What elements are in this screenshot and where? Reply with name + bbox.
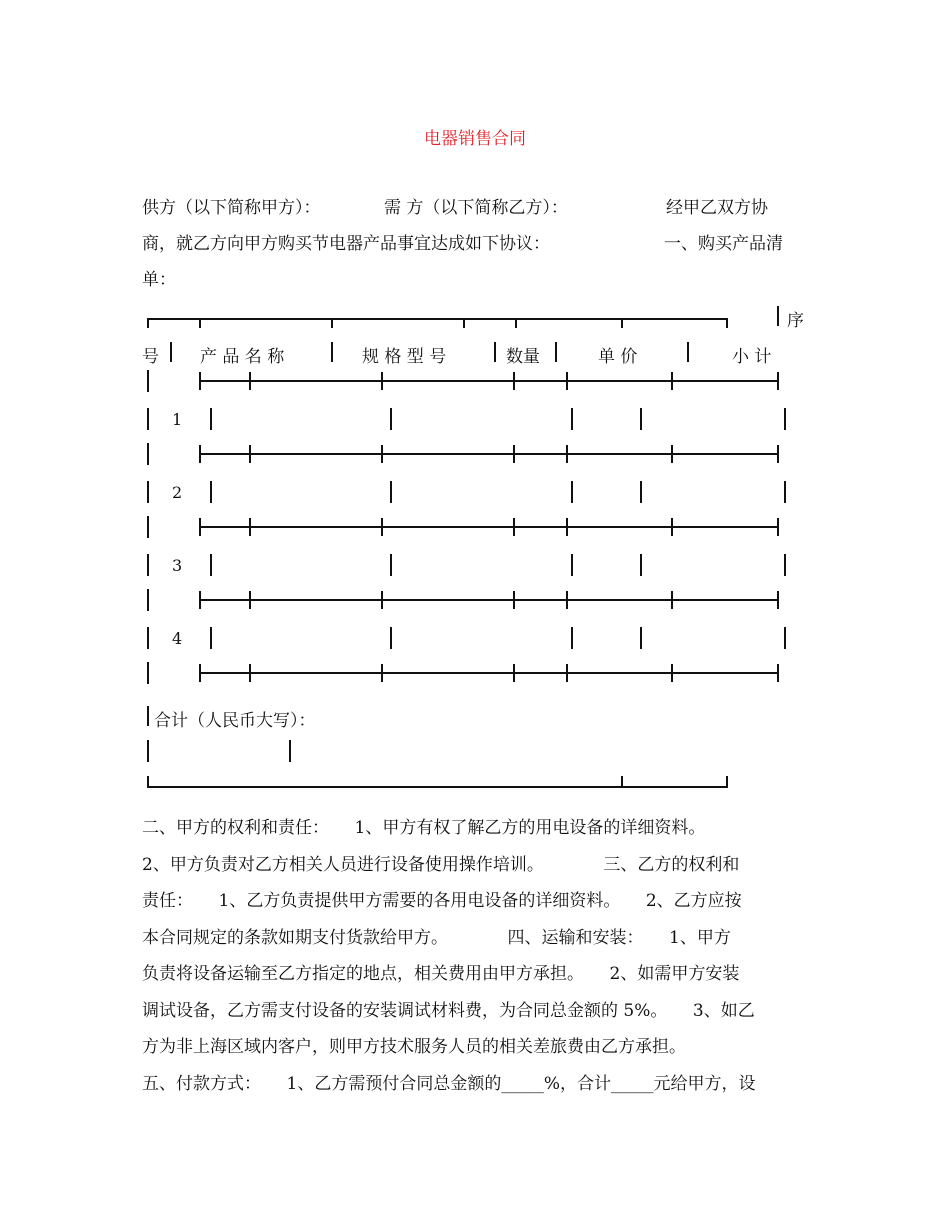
row-left-border xyxy=(147,516,149,538)
row-separator xyxy=(199,380,777,382)
tick xyxy=(199,445,201,463)
divider xyxy=(331,342,333,362)
row-left-border xyxy=(147,481,149,503)
cell-divider xyxy=(210,627,212,649)
tick xyxy=(147,318,149,328)
body-line: 负责将设备运输至乙方指定的地点，相关费用由甲方承担。 2、如需甲方安装 xyxy=(142,964,740,984)
tick xyxy=(777,306,779,326)
tick xyxy=(671,445,673,463)
cell-divider xyxy=(640,554,642,576)
tick xyxy=(199,518,201,536)
tick xyxy=(199,591,201,609)
tick xyxy=(566,445,568,463)
tick xyxy=(463,318,465,328)
supplier-label: 供方（以下简称甲方）： xyxy=(142,198,321,218)
tick xyxy=(566,518,568,536)
header-xu: 序 xyxy=(787,311,804,331)
body-line: 本合同规定的条款如期支付货款给甲方。 四、运输和安装： 1、甲方 xyxy=(142,927,731,948)
header-spec: 规 格 型 号 xyxy=(362,347,447,367)
tick xyxy=(777,445,779,463)
tick xyxy=(513,445,515,463)
row-left-border xyxy=(147,589,149,611)
tick xyxy=(726,318,728,328)
divider xyxy=(289,740,291,762)
cell-divider xyxy=(571,627,573,649)
row-separator xyxy=(199,672,777,674)
section-1-heading: 一、购买产品清 xyxy=(664,234,783,254)
tick xyxy=(147,776,149,788)
row-number: 4 xyxy=(172,629,183,648)
cell-divider xyxy=(210,408,212,430)
divider xyxy=(555,342,557,362)
tick xyxy=(671,664,673,682)
cell-divider xyxy=(210,481,212,503)
tick xyxy=(381,518,383,536)
tick xyxy=(777,591,779,609)
cell-divider xyxy=(390,408,392,430)
cell-divider xyxy=(784,554,786,576)
tick xyxy=(249,518,251,536)
cell-divider xyxy=(390,627,392,649)
divider xyxy=(147,740,149,762)
tick xyxy=(513,591,515,609)
cell-divider xyxy=(210,554,212,576)
row-left-border xyxy=(147,408,149,430)
body-line: 方为非上海区域内客户，则甲方技术服务人员的相关差旅费由乙方承担。 xyxy=(142,1037,686,1057)
tick xyxy=(777,664,779,682)
row-left-border xyxy=(147,627,149,649)
cell-divider xyxy=(784,481,786,503)
header-product-name: 产 品 名 称 xyxy=(200,347,285,367)
tick xyxy=(513,372,515,390)
cell-divider xyxy=(640,627,642,649)
cell-divider xyxy=(784,627,786,649)
tick xyxy=(566,664,568,682)
cell-divider xyxy=(390,554,392,576)
body-line: 责任： 1、乙方负责提供甲方需要的各用电设备的详细资料。 2、乙方应按 xyxy=(142,891,742,911)
cell-divider xyxy=(640,408,642,430)
intro-text-2: 商，就乙方向甲方购买节电器产品事宜达成如下协议： xyxy=(142,234,550,254)
row-number: 1 xyxy=(172,410,183,429)
tick xyxy=(381,664,383,682)
cell-divider xyxy=(571,554,573,576)
header-subtotal: 小 计 xyxy=(732,347,772,367)
row-separator xyxy=(199,599,777,601)
tick xyxy=(671,518,673,536)
tick xyxy=(249,445,251,463)
tick xyxy=(777,518,779,536)
row-left-border xyxy=(147,662,149,684)
table-top-border xyxy=(147,318,727,320)
tick xyxy=(381,372,383,390)
tick xyxy=(381,591,383,609)
tick xyxy=(249,372,251,390)
divider xyxy=(687,342,689,362)
tick xyxy=(331,318,333,328)
tick xyxy=(199,664,201,682)
tick xyxy=(566,591,568,609)
page-title: 电器销售合同 xyxy=(424,129,526,149)
tick xyxy=(513,518,515,536)
tick xyxy=(621,776,623,788)
buyer-label: 需 方（以下简称乙方）： xyxy=(384,198,568,218)
divider xyxy=(494,342,496,362)
tick xyxy=(566,372,568,390)
body-line: 五、付款方式： 1、乙方需预付合同总金额的_____%，合计_____元给甲方，设 xyxy=(142,1073,756,1094)
body-line: 二、甲方的权利和责任： 1、甲方有权了解乙方的用电设备的详细资料。 xyxy=(142,818,706,838)
tick xyxy=(777,372,779,390)
cell-divider xyxy=(784,408,786,430)
row-separator xyxy=(199,526,777,528)
tick xyxy=(515,318,517,328)
cell-divider xyxy=(640,481,642,503)
tick xyxy=(513,664,515,682)
row-left-border xyxy=(147,370,149,392)
row-left-border xyxy=(147,443,149,465)
row-number: 3 xyxy=(172,556,183,575)
table-bottom-border xyxy=(147,786,727,788)
tick xyxy=(199,372,201,390)
tick xyxy=(381,445,383,463)
body-line: 2、甲方负责对乙方相关人员进行设备使用操作培训。 三、乙方的权利和 xyxy=(142,854,740,875)
header-qty: 数量 xyxy=(506,347,540,367)
header-price: 单 价 xyxy=(598,347,638,367)
row-number: 2 xyxy=(172,483,183,502)
cell-divider xyxy=(571,481,573,503)
tick xyxy=(621,318,623,328)
tick xyxy=(199,318,201,328)
header-hao: 号 xyxy=(142,347,159,367)
body-line: 调试设备，乙方需支付设备的安装调试材料费，为合同总金额的 5%。 3、如乙 xyxy=(142,1000,755,1021)
cell-divider xyxy=(571,408,573,430)
divider xyxy=(170,342,172,362)
cell-divider xyxy=(390,481,392,503)
tick xyxy=(249,591,251,609)
tick xyxy=(671,591,673,609)
tick xyxy=(249,664,251,682)
intro-text-1: 经甲乙双方协 xyxy=(666,198,768,218)
tick xyxy=(726,776,728,788)
row-left-border xyxy=(147,554,149,576)
total-label: 合计（人民币大写）： xyxy=(154,711,316,731)
intro-text-3: 单： xyxy=(142,270,176,290)
divider xyxy=(147,706,149,726)
row-separator xyxy=(199,453,777,455)
tick xyxy=(671,372,673,390)
